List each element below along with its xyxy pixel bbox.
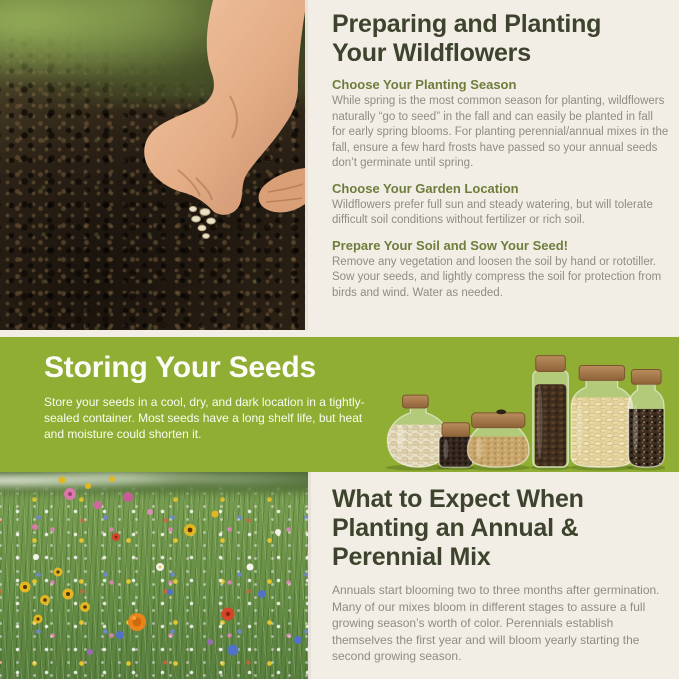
soil-sowing-photo: [0, 0, 308, 330]
title-line-2: Your Wildflowers: [332, 39, 531, 67]
title-line-1: Preparing and Planting: [332, 10, 602, 38]
seed-jars-illustration: [369, 337, 665, 472]
meadow-flowers-illustration: [0, 472, 308, 679]
expect-title-line-3: Perennial Mix: [332, 543, 491, 571]
expect-title: [332, 485, 669, 572]
jar-pumpkin-seeds: [571, 366, 632, 469]
storing-seeds-banner: [0, 337, 679, 472]
wildflower-meadow-photo: [0, 472, 311, 679]
expect-title-line-1: What to Expect When: [332, 485, 584, 513]
hand-sowing-seeds-illustration: [0, 0, 305, 330]
expect-title-line-2: Planting an Annual &: [332, 514, 579, 542]
expect-body: Annuals start blooming two to three months after germination. Many of our mixes bloom in different stages to assure a full growing season’s worth of color. Perennials establish themselves the first year and will bloom yearly starting the second growing season.: [332, 583, 660, 663]
subheading-prepare-soil: Prepare Your Soil and Sow Your Seed!: [332, 237, 568, 253]
jar-tall-coffee-seeds: [533, 356, 569, 467]
banner-title: Storing Your Seeds: [44, 351, 317, 384]
jar-tan-seeds: [466, 410, 531, 469]
body-planting-season: While spring is the most common season for planting, wildflowers naturally “go to seed” in the fall and can easily be planted in fall for early spring blooms. For planting perennial/annual mixes in the fall, ensure a few hard frosts have passed so your annual seeds don’t germinate until spring.: [332, 95, 669, 169]
what-to-expect-section: [308, 472, 679, 679]
jar-mixed-seeds: [628, 369, 664, 468]
preparing-planting-section: [305, 0, 679, 337]
page-title: [332, 10, 669, 68]
subheading-planting-season: Choose Your Planting Season: [332, 77, 517, 92]
banner-body: Store your seeds in a cool, dry, and dark location in a tightly-sealed container. Most seeds have a long shelf life, but heat and moisture could shorten it.: [44, 395, 365, 441]
subheading-garden-location: Choose Your Garden Location: [332, 180, 519, 196]
body-prepare-soil: Remove any vegetation and loosen the soil by hand or rototiller. Sow your seeds, and lightly compress the soil for protection from birds and wind. Water as needed.: [332, 255, 662, 299]
banner-text-block: [44, 351, 366, 442]
body-garden-location: Wildflowers prefer full sun and steady watering, but will tolerate difficult soil conditions without fertilizer or rich soil.: [332, 198, 653, 226]
